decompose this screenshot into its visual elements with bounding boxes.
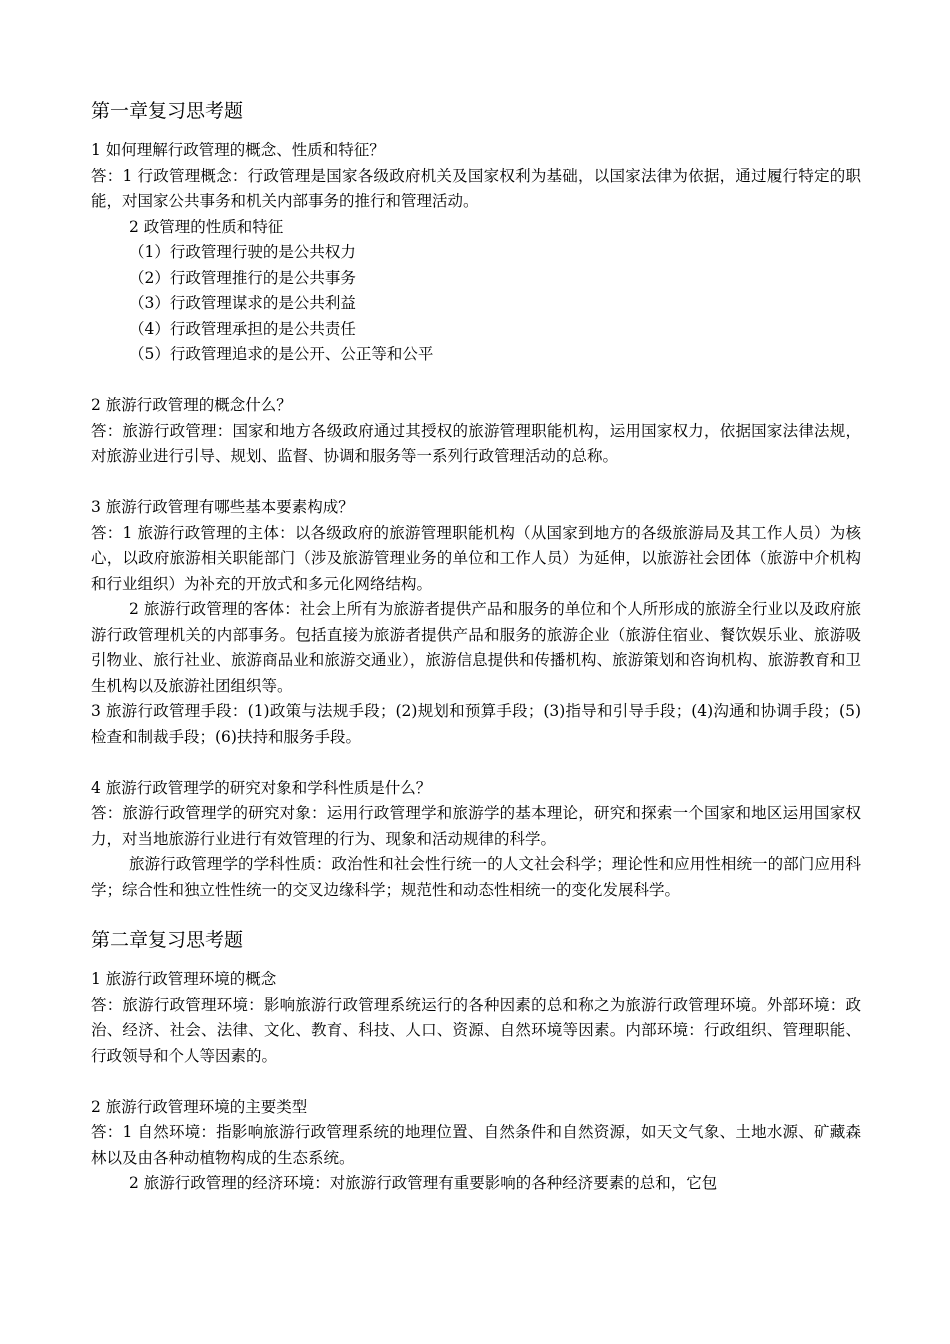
spacer (91, 368, 861, 394)
document-page (91, 96, 861, 1197)
ch1-question-2: 2 旅游行政管理的概念什么？ (91, 396, 292, 414)
ch1-answer-3-part-3: 3 旅游行政管理手段：(1)政策与法规手段；(2)规划和预算手段；(3)指导和引导手段；(4)沟通和协调手段；(5)检查和制裁手段；(6)扶持和服务手段。 (91, 702, 861, 746)
ch1-q1-subheading: 2 政管理的性质和特征 (129, 217, 284, 236)
spacer (91, 470, 861, 496)
ch2-question-1: 1 旅游行政管理环境的概念 (91, 970, 277, 988)
ch1-q1-item-1: （1）行政管理行驶的是公共权力 (129, 243, 356, 261)
ch1-answer-3-part-1: 答：1 旅游行政管理的主体：以各级政府的旅游管理职能机构（从国家到地方的各级旅游局及其工作人员）为核心，以政府旅游相关职能部门（涉及旅游管理业务的单位和工作人员）为延伸，以旅游社会团体（旅游中介机构和行业组织）为补充的开放式和多元化网络结构。 (91, 523, 861, 593)
ch1-q1-item-5: （5）行政管理追求的是公开、公正等和公平 (129, 345, 434, 363)
ch1-answer-3-part-2: 2 旅游行政管理的客体：社会上所有为旅游者提供产品和服务的单位和个人所形成的旅游全行业以及政府旅游行政管理机关的内部事务。包括直接为旅游者提供产品和服务的旅游企业（旅游住宿业、餐饮娱乐业、旅游吸引物业、旅行社业、旅游商品业和旅游交通业），旅游信息提供和传播机构、旅游策划和咨询机构、旅游教育和卫生机构以及旅游社团组织等。 (91, 600, 861, 695)
chapter-2-title: 第二章复习思考题 (91, 929, 244, 951)
ch1-answer-4-part-1: 答：旅游行政管理学的研究对象：运用行政管理学和旅游学的基本理论，研究和探索一个国家和地区运用国家权力，对当地旅游行业进行有效管理的行为、现象和活动规律的科学。 (91, 804, 861, 848)
ch2-answer-2-part-2: 2 旅游行政管理的经济环境：对旅游行政管理有重要影响的各种经济要素的总和，它包 (129, 1174, 718, 1192)
ch1-answer-4-part-2: 旅游行政管理学的学科性质：政治性和社会性行统一的人文社会科学；理论性和应用性相统一的部门应用科学；综合性和独立性性统一的交叉边缘科学；规范性和动态性相统一的变化发展科学。 (91, 855, 861, 899)
spacer (91, 1069, 861, 1095)
chapter-1-title: 第一章复习思考题 (91, 100, 244, 122)
ch1-question-1: 1 如何理解行政管理的概念、性质和特征？ (91, 141, 385, 159)
ch1-question-3: 3 旅游行政管理有哪些基本要素构成？ (91, 498, 354, 516)
ch2-answer-2-part-1: 答：1 自然环境：指影响旅游行政管理系统的地理位置、自然条件和自然资源，如天文气象、土地水源、矿藏森林以及由各种动植物构成的生态系统。 (91, 1123, 861, 1167)
ch2-answer-1: 答：旅游行政管理环境：影响旅游行政管理系统运行的各种因素的总和称之为旅游行政管理环境。外部环境：政治、经济、社会、法律、文化、教育、科技、人口、资源、自然环境等因素。内部环境：行政组织、管理职能、行政领导和个人等因素的。 (91, 995, 861, 1065)
ch2-question-2: 2 旅游行政管理环境的主要类型 (91, 1097, 308, 1116)
spacer (91, 750, 861, 776)
ch1-q1-item-4: （4）行政管理承担的是公共责任 (129, 319, 356, 338)
ch1-q1-item-2: （2）行政管理推行的是公共事务 (129, 268, 356, 287)
ch1-answer-2: 答：旅游行政管理：国家和地方各级政府通过其授权的旅游管理职能机构，运用国家权力，依据国家法律法规，对旅游业进行引导、规划、监督、协调和服务等一系列行政管理活动的总称。 (91, 421, 861, 465)
ch1-question-4: 4 旅游行政管理学的研究对象和学科性质是什么？ (91, 778, 432, 797)
ch1-q1-item-3: （3）行政管理谋求的是公共利益 (129, 294, 356, 312)
ch1-answer-1: 答：1 行政管理概念：行政管理是国家各级政府机关及国家权利为基础，以国家法律为依据，通过履行特定的职能，对国家公共事务和机关内部事务的推行和管理活动。 (91, 166, 861, 210)
